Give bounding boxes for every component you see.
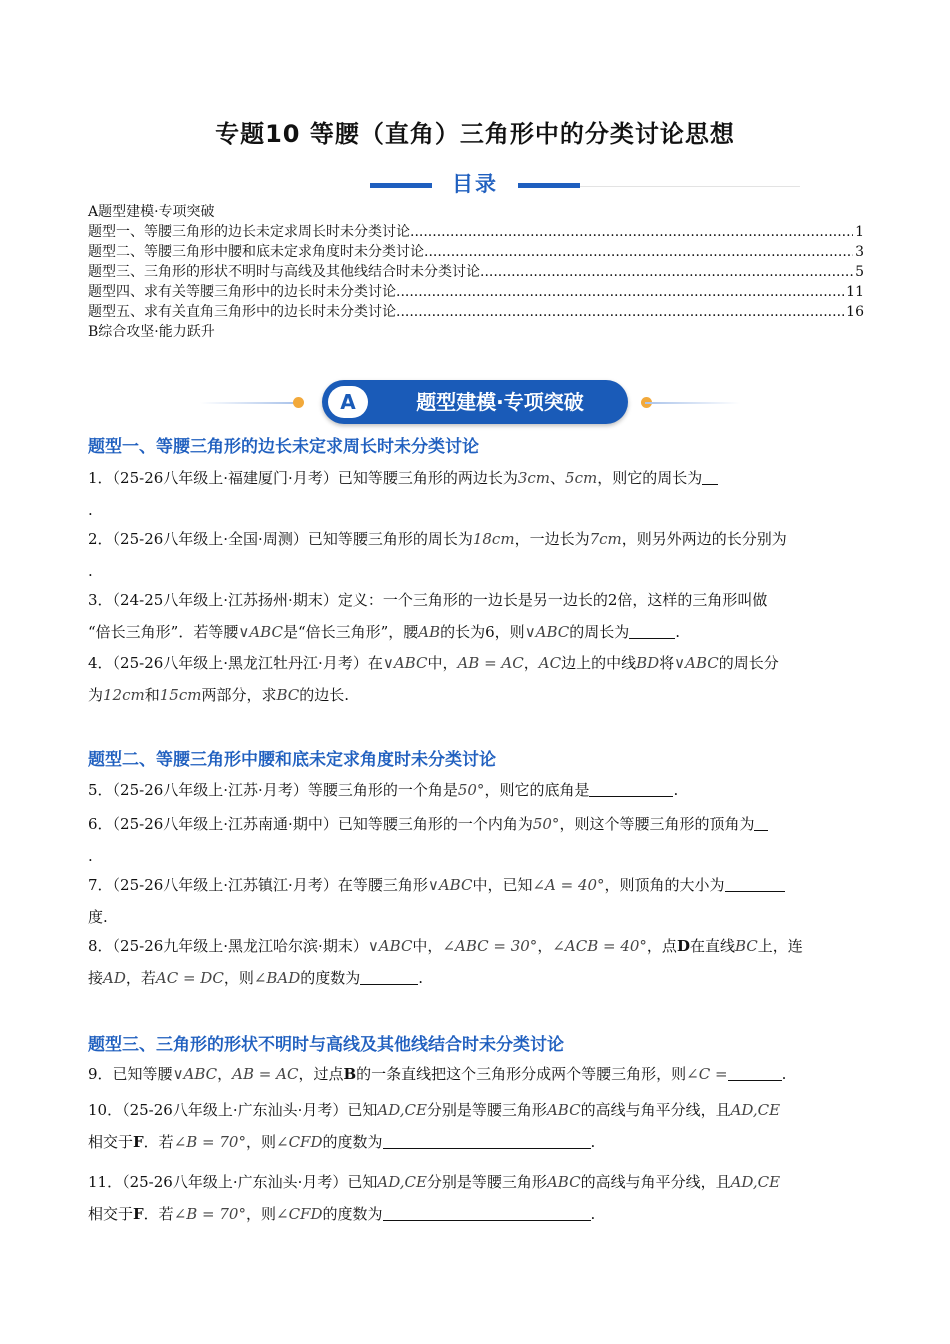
banner-text: 题型建模·专项突破 (416, 390, 584, 414)
answer-blank[interactable] (725, 875, 785, 892)
toc-part-a[interactable]: A题型建模·专项突破 (88, 204, 215, 220)
toc-part-b[interactable]: B综合攻坚·能力跃升 (88, 324, 215, 340)
page-title: 专题10 等腰（直角）三角形中的分类讨论思想 (215, 120, 735, 148)
section-heading-3: 题型三、三角形的形状不明时与高线及其他线结合时未分类讨论 (88, 1035, 564, 1055)
question-4: 4．（25-26八年级上·黑龙江牡丹江·月考）在∨ABC中，AB = AC，AC边上的中线BD将∨ABC的周长分 为12cm和15cm两部分，求BC的边长. (88, 654, 779, 704)
question-2: 2．（25-26八年级上·全国·周测）已知等腰三角形的周长为18cm，一边长为7cm，则另外两边的长分别为 . (88, 530, 787, 580)
answer-blank[interactable] (728, 1064, 782, 1081)
section-a-banner (200, 380, 740, 426)
question-9: 9．已知等腰∨ABC，AB = AC，过点B的一条直线把这个三角形分成两个等腰三角形，则∠C = . (88, 1065, 787, 1083)
toc-heading-text: 目录 (452, 172, 498, 196)
section-heading-2: 题型二、等腰三角形中腰和底未定求角度时未分类讨论 (88, 750, 496, 770)
banner-line-right (645, 402, 740, 404)
question-10: 10．（25-26八年级上·广东汕头·月考）已知AD,CE分别是等腰三角形ABC的高线与角平分线，且AD,CE 相交于F．若∠B = 70°，则∠CFD的度数为 . (88, 1101, 781, 1151)
toc-heading-rule (580, 186, 800, 187)
toc-heading-bar-right (518, 183, 580, 188)
toc-item[interactable]: 题型三、三角形的形状不明时与高线及其他线结合时未分类讨论 ..... 5 (88, 262, 864, 282)
question-6: 6．（25-26八年级上·江苏南通·期中）已知等腰三角形的一个内角为50°，则这个等腰三角形的顶角为 . (88, 808, 864, 872)
banner-line-left (200, 402, 295, 404)
banner-pill (322, 380, 628, 424)
toc-item[interactable]: 题型四、求有关等腰三角形中的边长时未分类讨论 ..... 11 (88, 282, 864, 302)
section-heading-1: 题型一、等腰三角形的边长未定求周长时未分类讨论 (88, 437, 479, 457)
answer-blank[interactable] (589, 780, 673, 797)
question-5: 5．（25-26八年级上·江苏·月考）等腰三角形的一个角是50°，则它的底角是 . (88, 781, 679, 799)
banner-badge: A (328, 386, 368, 418)
answer-blank[interactable] (383, 1132, 591, 1149)
toc-item[interactable]: 题型二、等腰三角形中腰和底未定求角度时未分类讨论 ..... 3 (88, 242, 864, 262)
answer-blank[interactable] (360, 968, 418, 985)
question-11: 11．（25-26八年级上·广东汕头·月考）已知AD,CE分别是等腰三角形ABC的高线与角平分线，且AD,CE 相交于F．若∠B = 70°，则∠CFD的度数为 . (88, 1173, 781, 1223)
toc-item[interactable]: 题型五、求有关直角三角形中的边长时未分类讨论 ..... 16 (88, 302, 864, 322)
banner-dot-left (293, 397, 304, 408)
question-1: 1．（25-26八年级上·福建厦门·月考）已知等腰三角形的两边长为3cm、5cm，则它的周长为 . (88, 462, 864, 526)
answer-blank[interactable] (383, 1204, 591, 1221)
question-3: 3．（24-25八年级上·江苏扬州·期末）定义：一个三角形的一边长是另一边长的2倍，这样的三角形叫做 “倍长三角形”．若等腰∨ABC是“倍长三角形”，腰AB的长为6，则∨ABC的周长为 . (88, 591, 768, 641)
answer-blank[interactable] (629, 622, 675, 639)
answer-blank[interactable] (754, 814, 768, 831)
toc-heading (370, 168, 580, 202)
table-of-contents (88, 202, 864, 342)
question-8: 8．（25-26九年级上·黑龙江哈尔滨·期末）∨ABC中，∠ABC = 30°，∠ACB = 40°，点D在直线BC上，连 接AD，若AC = DC，则∠BAD的度数为 . (88, 937, 803, 987)
answer-blank[interactable] (702, 468, 718, 485)
question-7: 7．（25-26八年级上·江苏镇江·月考）在等腰三角形∨ABC中，已知∠A = 40°，则顶角的大小为 度. (88, 869, 864, 933)
toc-item[interactable]: 题型一、等腰三角形的边长未定求周长时未分类讨论 ..... 1 (88, 222, 864, 242)
